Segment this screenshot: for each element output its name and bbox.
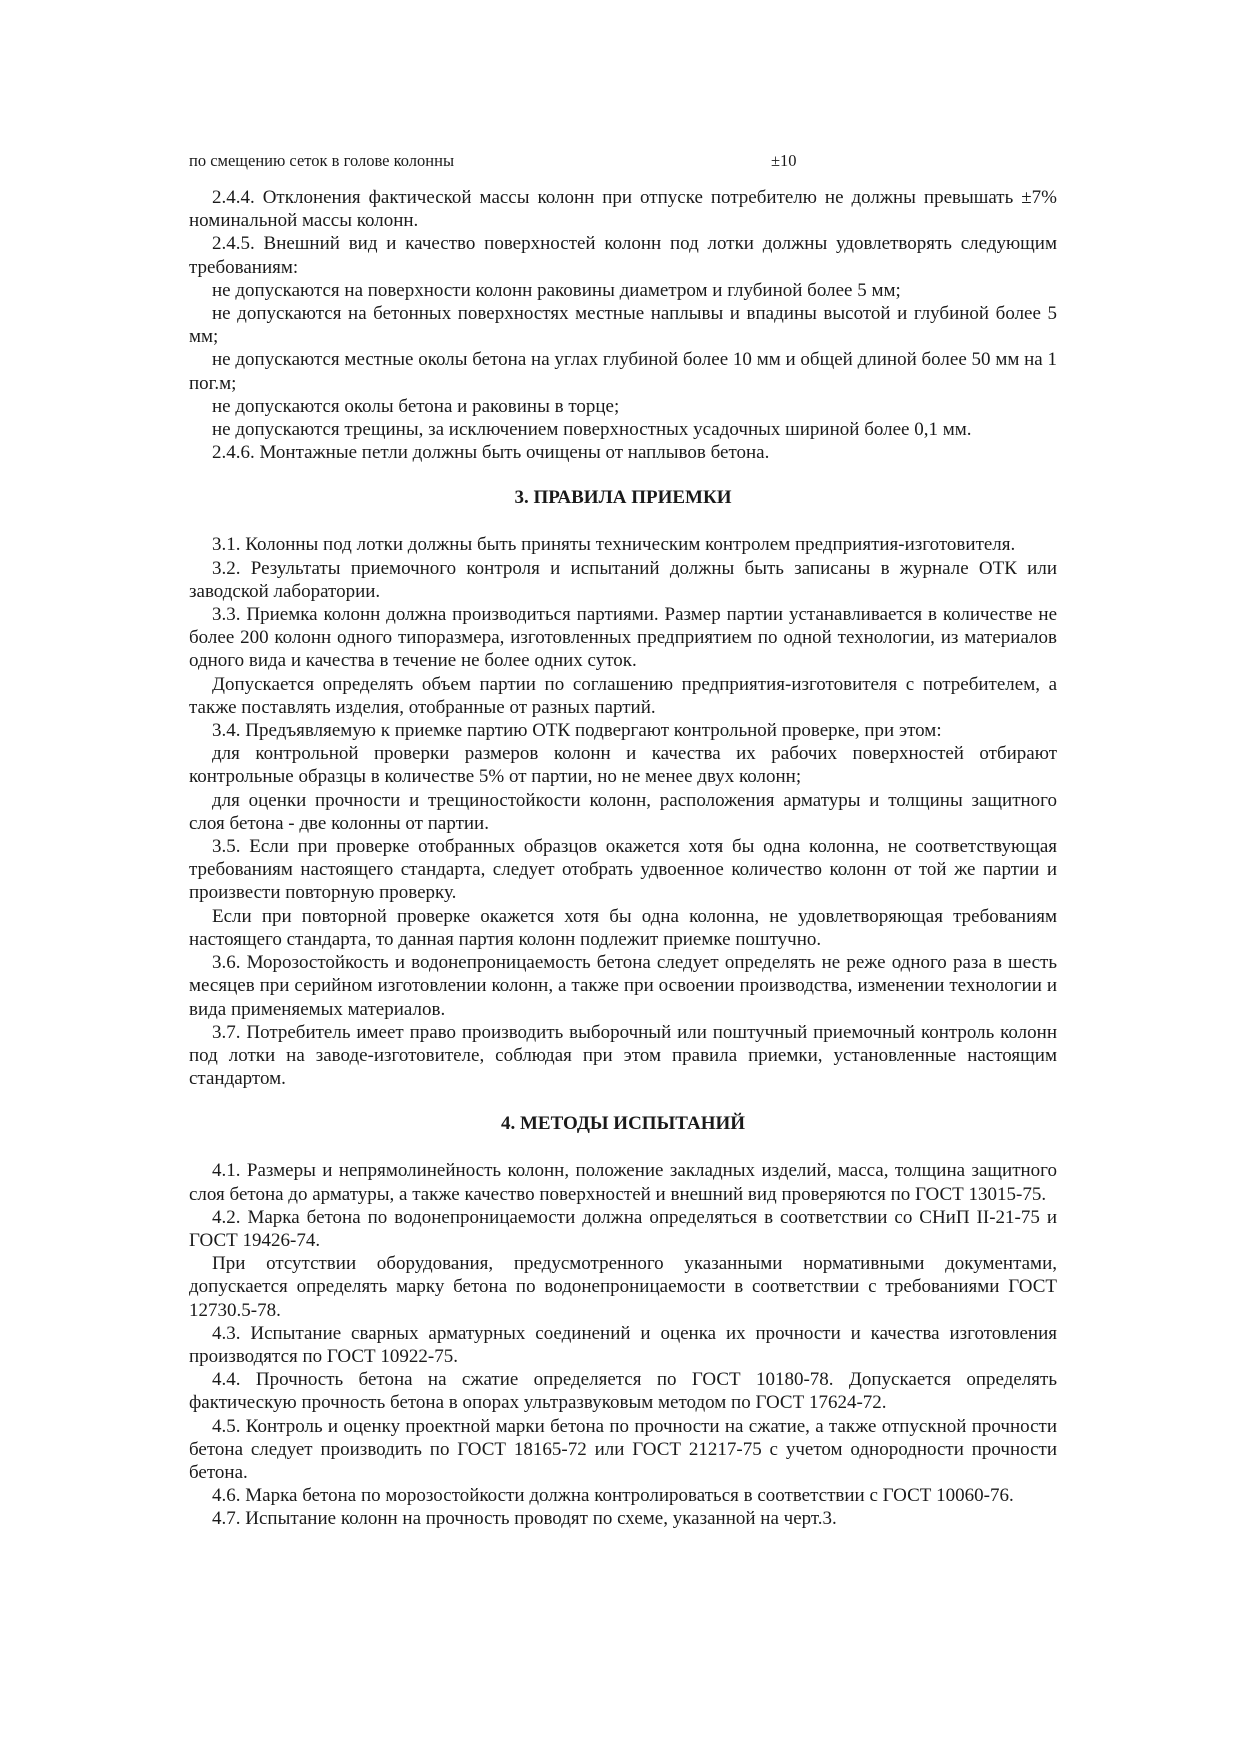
requirement-item: не допускаются местные околы бетона на углах глубиной более 10 мм и общей длиной более 50 мм на 1 пог.м; bbox=[189, 349, 1057, 394]
tolerance-value: ±10 bbox=[771, 151, 797, 170]
paragraph-3-3: 3.3. Приемка колонн должна производиться партиями. Размер партии устанавливается в количестве не более 200 колонн одного типоразмера, изготовленных предприятием по одной технологии, из материалов одного вида и качества в течение не более одних суток. bbox=[189, 604, 1057, 672]
paragraph-2-4-5: 2.4.5. Внешний вид и качество поверхностей колонн под лотки должны удовлетворять следующим требованиям: bbox=[189, 233, 1057, 278]
requirement-item: не допускаются трещины, за исключением поверхностных усадочных шириной более 0,1 мм. bbox=[212, 419, 972, 441]
document-page bbox=[189, 150, 1057, 1531]
paragraph-3-3-note: Допускается определять объем партии по соглашению предприятия-изготовителя с потребителем, а также поставлять изделия, отобранные от разных партий. bbox=[189, 673, 1057, 718]
paragraph-3-2: 3.2. Результаты приемочного контроля и испытаний должны быть записаны в журнале ОТК или заводской лаборатории. bbox=[189, 557, 1057, 602]
paragraph-3-4-item: для контрольной проверки размеров колонн и качества их рабочих поверхностей отбирают контрольные образцы в количестве 5% от партии, но не менее двух колонн; bbox=[189, 743, 1057, 788]
section-3-body bbox=[189, 533, 1057, 1090]
paragraph-4-2: 4.2. Марка бетона по водонепроницаемости должна определяться в соответствии со СНиП II-21-75 и ГОСТ 19426-74. bbox=[189, 1206, 1057, 1251]
paragraph-4-5: 4.5. Контроль и оценку проектной марки бетона по прочности на сжатие, а также отпускной прочности бетона следует производить по ГОСТ 18165-72 или ГОСТ 21217-75 с учетом однородности прочности бетона. bbox=[189, 1415, 1057, 1483]
section-2-4-body bbox=[189, 186, 1057, 464]
paragraph-4-4: 4.4. Прочность бетона на сжатие определяется по ГОСТ 10180-78. Допускается определять фактическую прочность бетона в опорах ультразвуковым методом по ГОСТ 17624-72. bbox=[189, 1369, 1057, 1414]
requirement-item: не допускаются околы бетона и раковины в торце; bbox=[212, 395, 620, 417]
paragraph-3-5: 3.5. Если при проверке отобранных образцов окажется хотя бы одна колонна, не соответствующая требованиям настоящего стандарта, следует отобрать удвоенное количество колонн от той же партии и произвести повторную проверку. bbox=[189, 836, 1057, 904]
paragraph-2-4-4: 2.4.4. Отклонения фактической массы колонн при отпуске потребителю не должны превышать ±7% номинальной массы колонн. bbox=[189, 187, 1057, 232]
section-3-heading: 3. ПРАВИЛА ПРИЕМКИ bbox=[514, 487, 732, 509]
section-4-body bbox=[189, 1159, 1057, 1530]
paragraph-4-3: 4.3. Испытание сварных арматурных соединений и оценка их прочности и качества изготовления производятся по ГОСТ 10922-75. bbox=[189, 1322, 1057, 1367]
tolerance-label: по смещению сеток в голове колонны bbox=[189, 151, 455, 170]
paragraph-3-6: 3.6. Морозостойкость и водонепроницаемость бетона следует определять не реже одного раза в шесть месяцев при серийном изготовлении колонн, а также при освоении производства, изменении технологии и вида применяемых материалов. bbox=[189, 952, 1057, 1020]
paragraph-3-4-item: для оценки прочности и трещиностойкости колонн, расположения арматуры и толщины защитного слоя бетона - две колонны от партии. bbox=[189, 789, 1057, 834]
paragraph-3-1: 3.1. Колонны под лотки должны быть приняты техническим контролем предприятия-изготовителя. bbox=[212, 534, 1016, 556]
paragraph-3-5-note: Если при повторной проверке окажется хотя бы одна колонна, не удовлетворяющая требованиям настоящего стандарта, то данная партия колонн подлежит приемке поштучно. bbox=[189, 905, 1057, 950]
paragraph-4-6: 4.6. Марка бетона по морозостойкости должна контролироваться в соответствии с ГОСТ 10060-76. bbox=[212, 1485, 1014, 1507]
paragraph-4-7: 4.7. Испытание колонн на прочность проводят по схеме, указанной на черт.3. bbox=[212, 1508, 837, 1530]
section-4-heading: 4. МЕТОДЫ ИСПЫТАНИЙ bbox=[500, 1113, 746, 1135]
requirement-item: не допускаются на поверхности колонн раковины диаметром и глубиной более 5 мм; bbox=[212, 279, 901, 301]
paragraph-4-2-note: При отсутствии оборудования, предусмотренного указанными нормативными документами, допускается определять марку бетона по водонепроницаемости в соответствии с требованиями ГОСТ 12730.5-78. bbox=[189, 1253, 1057, 1321]
paragraph-3-4: 3.4. Предъявляемую к приемке партию ОТК подвергают контрольной проверке, при этом: bbox=[212, 720, 942, 742]
requirement-item: не допускаются на бетонных поверхностях местные наплывы и впадины высотой и глубиной более 5 мм; bbox=[189, 303, 1057, 348]
tolerance-table-row bbox=[189, 150, 1057, 172]
paragraph-2-4-6: 2.4.6. Монтажные петли должны быть очищены от наплывов бетона. bbox=[212, 442, 770, 464]
paragraph-3-7: 3.7. Потребитель имеет право производить выборочный или поштучный приемочный контроль колонн под лотки на заводе-изготовителе, соблюдая при этом правила приемки, установленные настоящим стандартом. bbox=[189, 1021, 1057, 1090]
paragraph-4-1: 4.1. Размеры и непрямолинейность колонн, положение закладных изделий, масса, толщина защитного слоя бетона до арматуры, а также качество поверхностей и внешний вид проверяются по ГОСТ 13015-75. bbox=[189, 1160, 1057, 1205]
